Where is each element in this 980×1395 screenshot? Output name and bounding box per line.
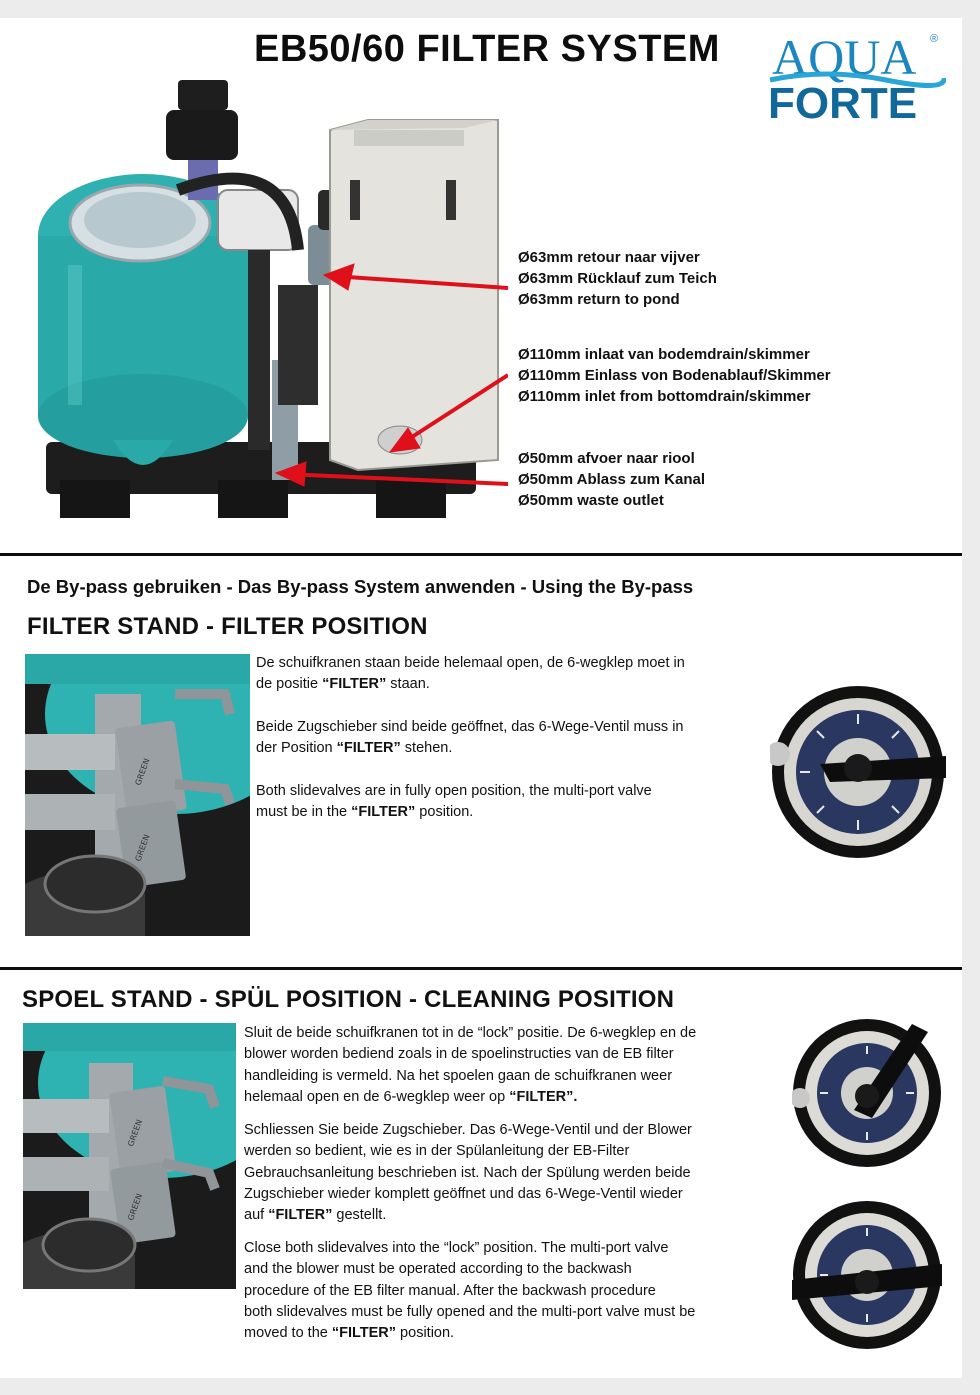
bypass-heading: De By-pass gebruiken - Das By-pass System anwenden - Using the By-pass bbox=[27, 576, 694, 597]
cleaning-text-en-line4: both slidevalves must be fully opened and the multi-port valve must be bbox=[244, 1303, 696, 1320]
callout-return-nl: Ø63mm retour naar vijver bbox=[518, 249, 700, 266]
filter-text-nl-keyword: “FILTER” bbox=[322, 676, 387, 693]
cleaning-text-en-suffix: position. bbox=[396, 1325, 455, 1342]
valve-label-1: GREEN bbox=[133, 757, 152, 787]
cleaning-text-nl-prefix: helemaal open en de 6-wegklep weer op bbox=[244, 1088, 510, 1105]
filter-text-nl bbox=[256, 653, 756, 696]
filter-text-en bbox=[256, 781, 756, 824]
callout-inlet-de: Ø110mm Einlass von Bodenablauf/Skimmer bbox=[518, 367, 831, 384]
multiport-valve-filter-photo bbox=[770, 684, 946, 860]
page-title: EB50/60 FILTER SYSTEM bbox=[254, 28, 720, 70]
logo-text-forte: FORTE bbox=[768, 79, 918, 124]
cleaning-text-en-line3: procedure of the EB filter manual. After the backwash procedure bbox=[244, 1282, 656, 1299]
filter-text-de-keyword: “FILTER” bbox=[336, 740, 401, 757]
cleaning-text-de-suffix: gestellt. bbox=[332, 1207, 387, 1224]
cleaning-text-de-line2: werden so bedient, wie es in der Spülanleitung der EB-Filter bbox=[244, 1143, 630, 1160]
filter-text-nl-prefix: de positie bbox=[256, 676, 323, 693]
filter-text-nl-suffix: staan. bbox=[386, 676, 430, 693]
callout-inlet-nl: Ø110mm inlaat van bodemdrain/skimmer bbox=[518, 346, 810, 363]
cleaning-text-en-prefix: moved to the bbox=[244, 1325, 332, 1342]
filter-text-de-suffix: stehen. bbox=[400, 740, 453, 757]
callout-waste-nl: Ø50mm afvoer naar riool bbox=[518, 450, 695, 467]
callout-inlet-en: Ø110mm inlet from bottomdrain/skimmer bbox=[518, 388, 811, 405]
cleaning-text-nl-line3: handleiding is vermeld. Na het spoelen gaan de schuifkranen weer bbox=[244, 1067, 673, 1084]
filter-text-en-keyword: “FILTER” bbox=[351, 804, 416, 821]
cleaning-text-en-line2: and the blower must be operated according to the backwash bbox=[244, 1261, 632, 1278]
multiport-valve-backwash-photo bbox=[792, 1018, 942, 1168]
logo-registered-mark: ® bbox=[930, 33, 939, 45]
aquaforte-logo bbox=[766, 14, 946, 124]
logo-text-aqua: AQUA bbox=[772, 29, 917, 85]
cleaning-text-de-prefix: auf bbox=[244, 1207, 269, 1224]
valve-label-4: GREEN bbox=[126, 1192, 145, 1222]
cleaning-text-de-line1: Schliessen Sie beide Zugschieber. Das 6-Wege-Ventil und der Blower bbox=[244, 1122, 692, 1138]
filter-text-en-suffix: position. bbox=[415, 804, 474, 821]
cleaning-text-en bbox=[244, 1238, 764, 1344]
valve-label-2: GREEN bbox=[133, 833, 152, 863]
cleaning-text-nl-keyword: “FILTER”. bbox=[509, 1088, 578, 1105]
filter-text-de bbox=[256, 717, 756, 760]
divider-top bbox=[0, 553, 962, 556]
cleaning-text-de bbox=[244, 1120, 764, 1226]
callout-inlet bbox=[518, 344, 831, 407]
slidevalves-open-photo bbox=[25, 654, 250, 936]
multiport-valve-rinse-photo bbox=[792, 1200, 942, 1350]
valve-label-3: GREEN bbox=[126, 1118, 145, 1148]
callout-waste bbox=[518, 448, 705, 511]
filter-system-photo bbox=[28, 40, 508, 530]
filter-text-en-prefix: must be in the bbox=[256, 804, 352, 821]
slidevalves-locked-photo bbox=[23, 1023, 236, 1289]
callout-return-en: Ø63mm return to pond bbox=[518, 291, 680, 308]
cleaning-text-en-line1: Close both slidevalves into the “lock” position. The multi-port valve bbox=[244, 1240, 669, 1256]
callout-return bbox=[518, 247, 717, 310]
cleaning-text-nl bbox=[244, 1023, 764, 1108]
callout-return-de: Ø63mm Rücklauf zum Teich bbox=[518, 270, 717, 287]
cleaning-text-de-keyword: “FILTER” bbox=[268, 1207, 333, 1224]
filter-text-nl-line1: De schuifkranen staan beide helemaal open, de 6-wegklep moet in bbox=[256, 655, 685, 671]
filter-text-de-prefix: der Position bbox=[256, 740, 337, 757]
callout-waste-de: Ø50mm Ablass zum Kanal bbox=[518, 471, 706, 488]
cleaning-text-nl-line2: blower worden bediend zoals in de spoelinstructies van de EB filter bbox=[244, 1046, 674, 1063]
filter-text-de-line1: Beide Zugschieber sind beide geöffnet, das 6-Wege-Ventil muss in bbox=[256, 719, 684, 735]
cleaning-section-title: SPOEL STAND - SPÜL POSITION - CLEANING POSITION bbox=[22, 986, 675, 1013]
callout-waste-en: Ø50mm waste outlet bbox=[518, 492, 664, 509]
cleaning-text-de-line3: Gebrauchsanleitung beschrieben ist. Nach der Spülung werden beide bbox=[244, 1164, 691, 1181]
filter-section-title: FILTER STAND - FILTER POSITION bbox=[27, 613, 428, 640]
filter-text-en-line1: Both slidevalves are in fully open position, the multi-port valve bbox=[256, 783, 652, 799]
cleaning-text-en-keyword: “FILTER” bbox=[331, 1325, 397, 1342]
cleaning-text-de-line4: Zugschieber wieder komplett geöffnet und das 6-Wege-Ventil wieder bbox=[244, 1185, 683, 1202]
divider-middle bbox=[0, 967, 962, 970]
cleaning-text-nl-line1: Sluit de beide schuifkranen tot in de “lock” positie. De 6-wegklep en de bbox=[244, 1025, 697, 1041]
